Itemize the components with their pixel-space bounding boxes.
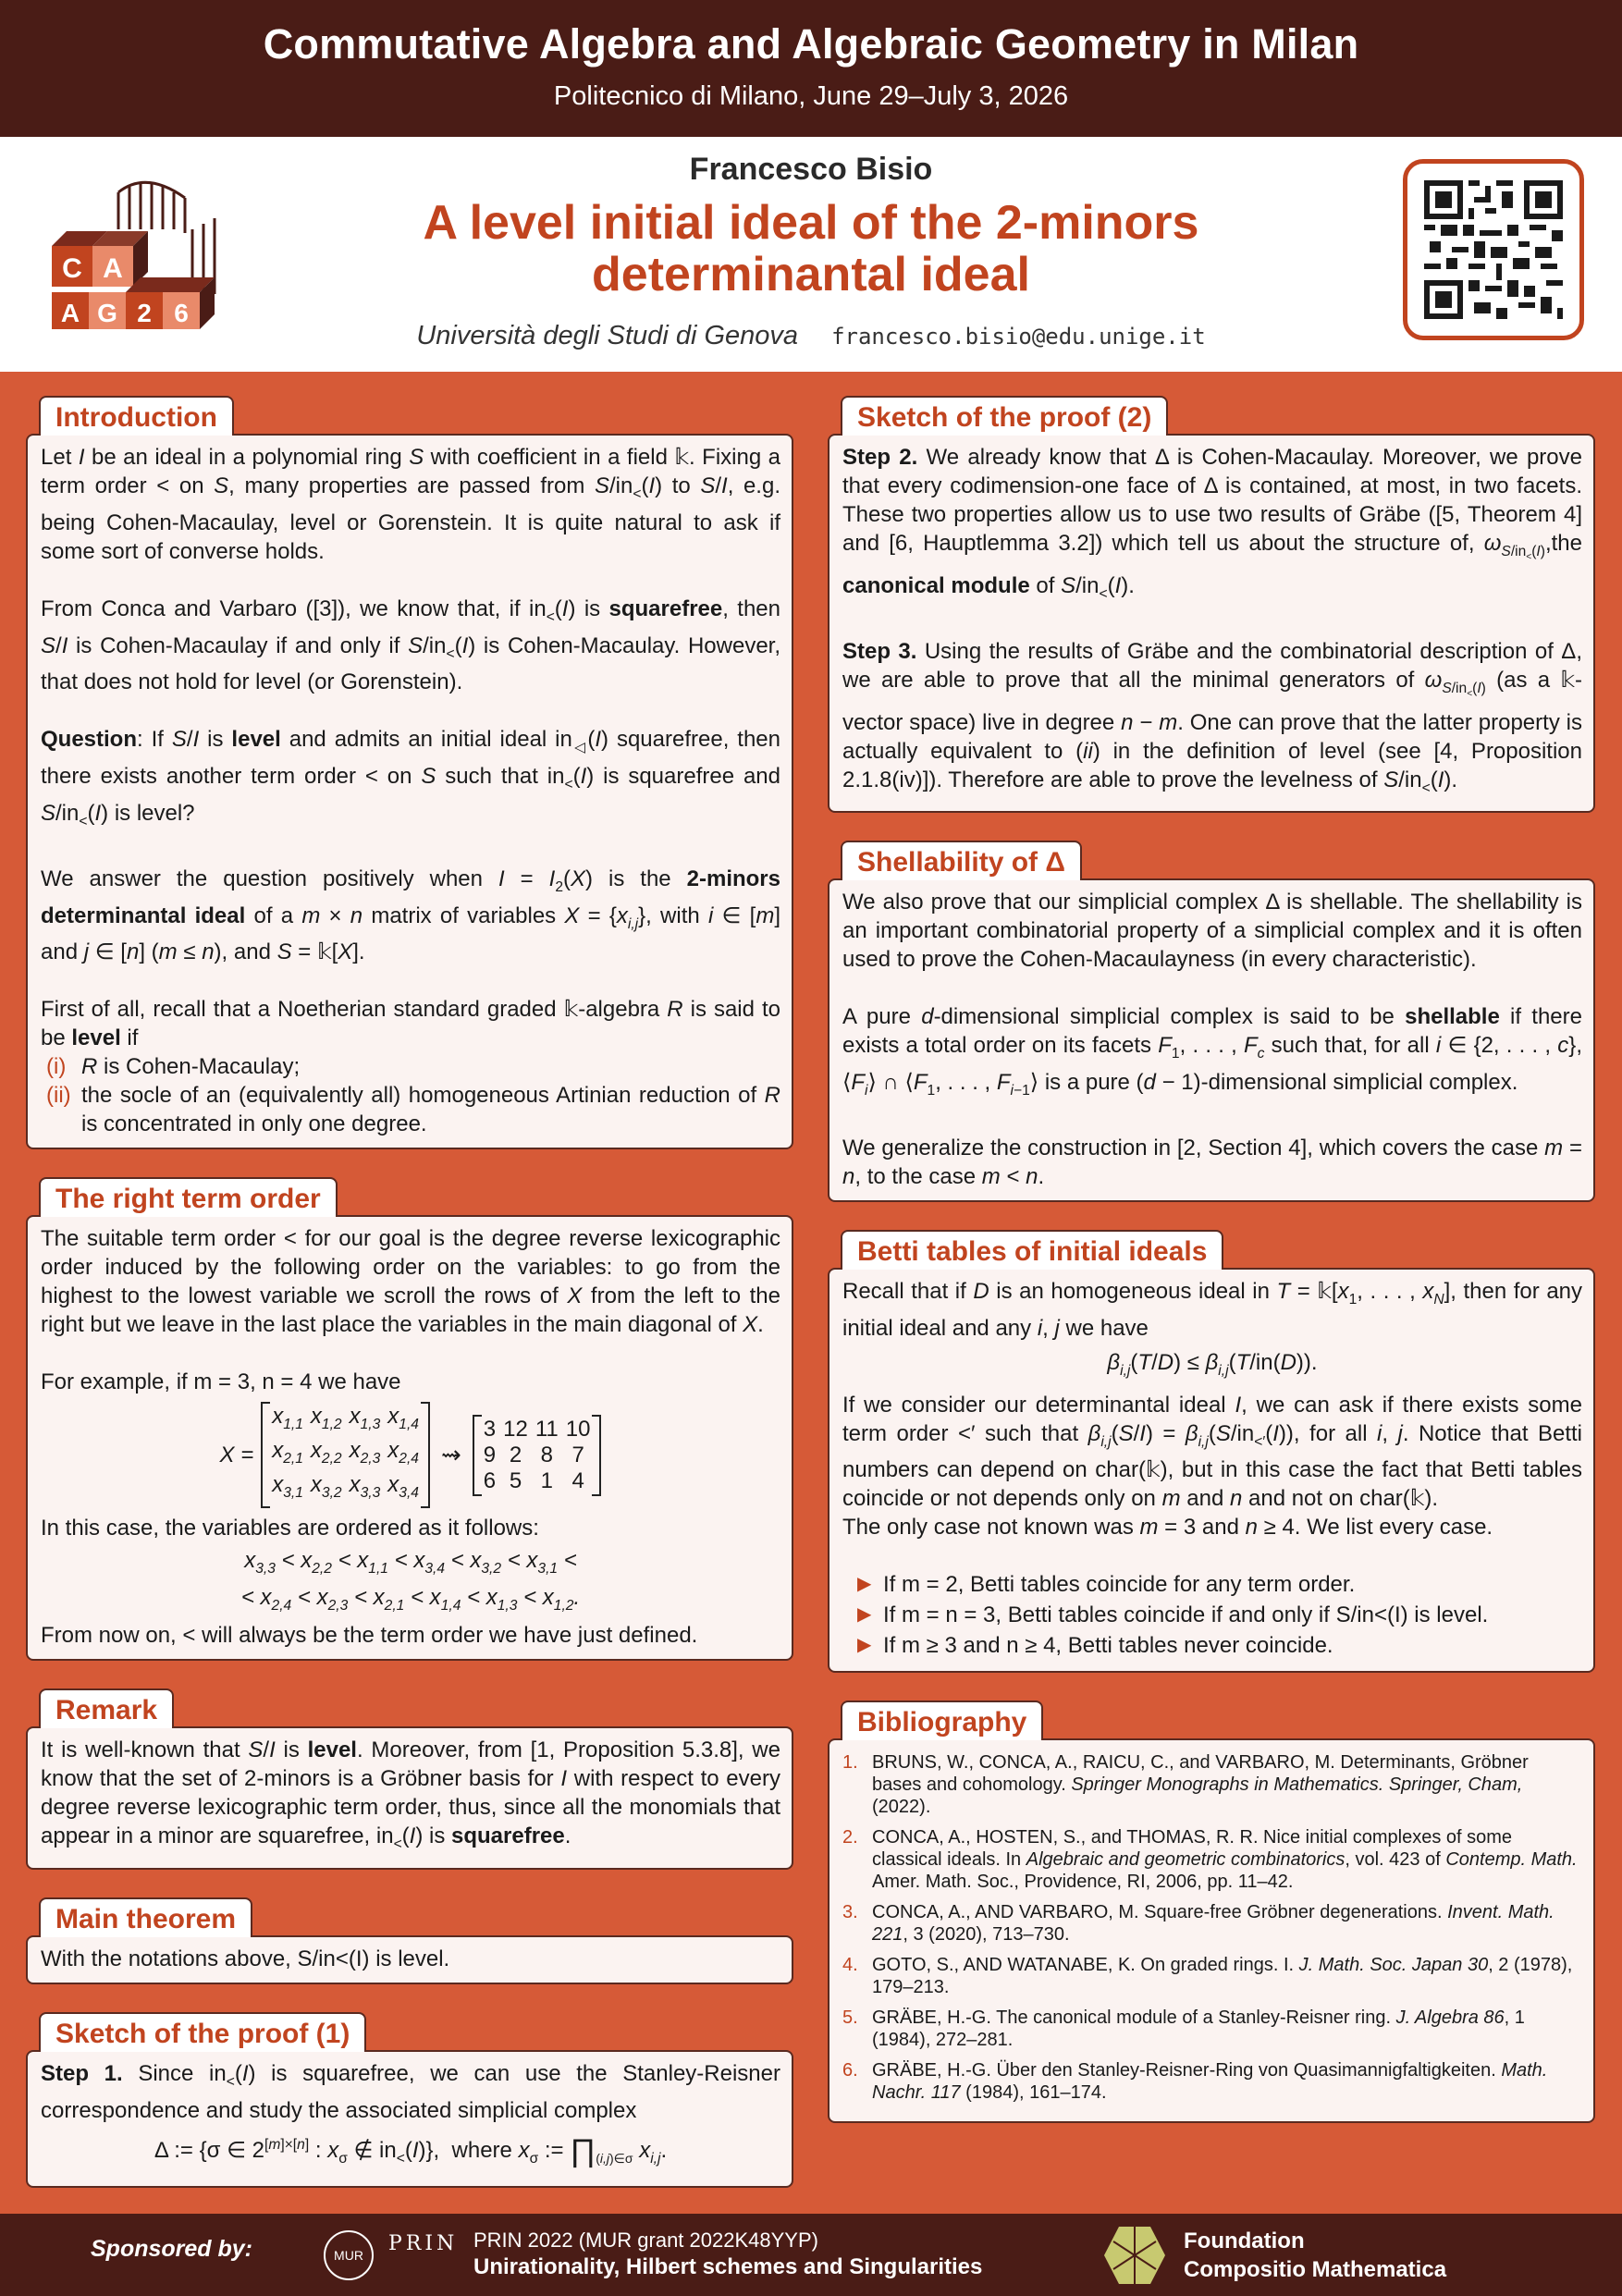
svg-text:6: 6 (174, 299, 189, 327)
section-title: Betti tables of initial ideals (841, 1230, 1223, 1270)
section-body: The suitable term order < for our goal is the degree reverse lexicographic order induced by the following order on the variables: to go from the highest to the lowest variable we scroll the rows of X from the left to the right but we leave in the last place the variables in the main diagonal of X. For example, if m = 3, n = 4 we have X = $x_{1,1}$ $x_{1,2}$ $x_{1,3}$ $x_{1,4}$ $x_{2,1}$ $x_{2,2}$ $x_{2,3}$ $x_{2,4}$ $x_{3,1}$ $x_{3,2}$ $x_{3,3}$ $x_{3,4}$ ⇝ 3 12 11 10 9 2 8 7 6 5 1 4 In this case, the variables are ordered as it follows: $x_{3,3} < x_{2,2} < x_{1,1} < x_{3,4} < x_{3,2} < x_{3,1}$ < < $x_{2,4} < x_{2,3} < x_{2,1} < x_{1,4} < x_{1,3} < x_{1,2}$. From now on, < will always be the term order we have just defined. (26, 1215, 793, 1661)
svg-text:A: A (103, 253, 123, 284)
list-item: ▶ If m = n = 3, Betti tables coincide if and only if S/in<(I) is level. (857, 1602, 1489, 1628)
squiggle-arrow-icon: ⇝ (440, 1441, 461, 1469)
svg-text:MUR: MUR (334, 2248, 363, 2263)
section-body: Step 1. Since $in_<(I)$ is squarefree, we can use the Stanley-Reisner correspondence and study the associated simplicial complex Δ := {σ ∈ 2[m]×[n] : $x_\sigma$ ∉ $in_<(I)$}, where $x_\sigma$ := $\prod_{(i,j)\in\sigma}$ $x_{i,j}$. (26, 2050, 793, 2188)
example-header: For example, if m = 3, n = 4 we have (41, 1369, 401, 1395)
section-title: Sketch of the proof (1) (39, 2012, 366, 2052)
right-column (828, 396, 1595, 2151)
section-sketch-1 (26, 2012, 793, 2188)
betti-cases (842, 1570, 1582, 1660)
foundation-name: Foundation Compositio Mathematica (1184, 2228, 1447, 2282)
bib-entry: 5. GRÄBE, H.-G. The canonical module of a Stanley-Reisner ring. J. Algebra 86, 1 (1984), 272–281. (842, 2007, 1525, 2051)
section-remark (26, 1688, 793, 1870)
poster-title: A level initial ideal of the 2-minors determinantal ideal (423, 196, 1199, 301)
compositio-logo-icon (1102, 2225, 1167, 2286)
section-body: We also prove that our simplicial complex Δ is shellable. The shellability is an important combinatorial property of a simplicial complex and it is often used to prove the Cohen-Macaulayness (in every characteristic). A pure d-dimensional simplicial complex is said to be shellable if there exists a total order on its facets $F_1$, . . . , $F_c$ such that, for all i ∈ {2, . . . , c}, $⟨F_i⟩$ ∩ $⟨F_1$, . . . , $F_{i-1}⟩$ is a pure (d − 1)-dimensional simplicial complex. We generalize the construction in [2, Section 4], which covers the case m = n, to the case m < n. (828, 878, 1595, 1202)
section-sketch-2 (828, 396, 1595, 813)
order-matrix: 3 12 11 10 9 2 8 7 6 5 1 4 (473, 1415, 602, 1496)
bib-entry: 3. CONCA, A., AND VARBARO, M. Square-free Gröbner degenerations. Invent. Math. 221, 3 (2020), 713–730. (842, 1902, 1554, 1946)
section-body: Let I be an ideal in a polynomial ring S with coefficient in a field 𝕜. Fixing a term order < on S, many properties are passed from $S/in_<(I)$ to S/I, e.g. being Cohen-Macaulay, level or Gorenstein. It is quite natural to ask if some sort of converse holds. From Conca and Varbaro ([3]), we know that, if $in_<(I)$ is squarefree, then S/I is Cohen-Macaulay if and only if $S/in_<(I)$ is Cohen-Macaulay. However, that does not hold for level (or Gorenstein). Question: If S/I is level and admits an initial ideal $in_◁(I)$ squarefree, then there exists another term order < on S such that $in_<(I)$ is squarefree and $S/in_<(I)$ is level? We answer the question positively when $I = I_2(X)$ is the 2-minors determinantal ideal of a m × n matrix of variables $X = \{x_{i,j}\}$, with i ∈ [m] and j ∈ [n] (m ≤ n), and S = 𝕜[X]. First of all, recall that a Noetherian standard graded 𝕜-algebra R is said to be level if (i) R is Cohen-Macaulay; (ii) the socle of an (equivalently all) homogeneous Artinian reduction of R is concentrated in only one degree. (26, 434, 793, 1149)
bib-entry: 6. GRÄBE, H.-G. Über den Stanley-Reisner-Ring von Quasimannigfaltigkeiten. Math. Nachr. 117 (1984), 161–174. (842, 2060, 1548, 2104)
affiliation (277, 321, 1345, 351)
section-title: Shellability of Δ (841, 841, 1082, 880)
svg-text:G: G (97, 299, 117, 327)
section-body: Recall that if D is an homogeneous ideal in $T = 𝕜[x_1$, . . . , $x_N$], then for any initial ideal and any i, j we have $\beta_{i,j}(T/D) \le \beta_{i,j}(T/in(D))$. If we consider our determinantal ideal I, we can ask if there exists some term order <′ such that $\beta_{i,j}(S/I) = \beta_{i,j}(S/in_{<'}(I))$, for all i, j. Notice that Betti numbers can depend on char(𝕜), but in this case the fact that Betti tables coincide or not depends only on m and n and not on char(𝕜). The only case not known was m = 3 and n ≥ 4. We list every case. ▶ If m = 2, Betti tables coincide for any term order. ▶ If m = n = 3, Betti tables coincide if and only if S/in<(I) is level. ▶ If m ≥ 3 and n ≥ 4, Betti tables never coincide. (828, 1268, 1595, 1673)
conference-title: Commutative Algebra and Algebraic Geometry in Milan (263, 20, 1359, 68)
left-column (26, 396, 793, 2216)
order-intro: In this case, the variables are ordered as it follows: (41, 1515, 539, 1541)
section-introduction (26, 396, 793, 1149)
section-title: The right term order (39, 1177, 338, 1217)
section-main-theorem (26, 1897, 793, 1984)
list-item: ▶ If m ≥ 3 and n ≥ 4, Betti tables never coincide. (857, 1633, 1333, 1659)
matrix-example: X = $x_{1,1}$ $x_{1,2}$ $x_{1,3}$ $x_{1,4}$ $x_{2,1}$ $x_{2,2}$ $x_{2,3}$ $x_{2,4}$ $x_{3,1}$ $x_{3,2}$ $x_{3,3}$ $x_{3,4}$ ⇝ 3 12 11 10 9 2 8 7 6 5 1 4 (41, 1402, 780, 1507)
svg-text:C: C (62, 253, 82, 284)
mur-logo-icon (322, 2228, 375, 2282)
prin-grant: PRIN 2022 (MUR grant 2022K48YYP) Unirationality, Hilbert schemes and Singularities (473, 2228, 983, 2279)
caag26-logo (44, 174, 229, 340)
conference-subtitle: Politecnico di Milano, June 29–July 3, 2026 (553, 81, 1069, 111)
variable-order: $x_{3,3} < x_{2,2} < x_{1,1} < x_{3,4} < x_{3,2} < x_{3,1}$ < (244, 1547, 577, 1577)
main-theorem-text: With the notations above, S/in<(I) is level. (41, 1946, 450, 1972)
sponsored-by-label: Sponsored by: (91, 2236, 253, 2262)
institution: Università degli Studi di Genova (416, 321, 799, 350)
bib-entry: 2. CONCA, A., HOSTEN, S., and THOMAS, R. R. Nice initial complexes of some classical ideals. In Algebraic and geometric combinatorics, vol. 423 of Contemp. Math. Amer. Math. Soc., Providence, RI, 2006, pp. 11–42. (842, 1827, 1578, 1893)
section-title: Bibliography (841, 1701, 1043, 1740)
section-title: Main theorem (39, 1897, 252, 1937)
author-name: Francesco Bisio (689, 152, 933, 187)
conference-banner (0, 0, 1622, 137)
sponsor-footer (0, 2214, 1622, 2296)
bib-entry: 4. GOTO, S., AND WATANABE, K. On graded rings. I. J. Math. Soc. Japan 30, 2 (1978), 179–213. (842, 1955, 1573, 1998)
section-title: Remark (39, 1688, 174, 1728)
section-body (828, 1738, 1595, 2123)
section-title: Introduction (39, 396, 234, 436)
section-right-term-order (26, 1177, 793, 1661)
section-title: Sketch of the proof (2) (841, 396, 1168, 436)
svg-text:2: 2 (137, 299, 152, 327)
section-body: It is well-known that S/I is level. Moreover, from [1, Proposition 5.3.8], we know that the set of 2-minors is a Gröbner basis for I with respect to every degree reverse lexicographic term order, thus, since all the monomials that appear in a minor are squarefree, $in_<(I)$ is squarefree. (26, 1726, 793, 1870)
poster-header (0, 137, 1622, 372)
section-betti (828, 1230, 1595, 1673)
section-body: Step 2. We already know that Δ is Cohen-Macaulay. Moreover, we prove that every codimension-one face of Δ is contained, at most, in two facets. These two properties allow us to use two results of Gräbe ([5, Theorem 4] and [6, Hauptlemma 3.2]) which tell us about the structure of, $\omega_{S/in_<(I)},the$ canonical module of $S/in_<(I)$. Step 3. Using the results of Gräbe and the combinatorial description of Δ, we are able to prove that all the minimal generators of $\omega_{S/in_<(I)}$ (as a 𝕜-vector space) live in degree n − m. One can prove that the latter property is actually equivalent to (ii) in the definition of level (see [4, Proposition 2.1.8(iv)]). Therefore are able to prove the levelness of $S/in_<(I)$. (828, 434, 1595, 813)
svg-text:A: A (60, 299, 80, 327)
bib-entry: 1. BRUNS, W., CONCA, A., RAICU, C., and VARBARO, M. Determinants, Gröbner bases and cohomology. Springer Monographs in Mathematics. Springer, Cham, (2022). (842, 1752, 1529, 1818)
prin-logo-icon: PRIN (388, 2232, 459, 2255)
section-bibliography (828, 1701, 1595, 2123)
variable-matrix: $x_{1,1}$ $x_{1,2}$ $x_{1,3}$ $x_{1,4}$ $x_{2,1}$ $x_{2,2}$ $x_{2,3}$ $x_{2,4}$ $x_{3,1}$ $x_{3,2}$ $x_{3,3}$ $x_{3,4}$ (261, 1402, 430, 1507)
qr-code-icon[interactable] (1403, 159, 1584, 340)
closing-line: From now on, < will always be the term order we have just defined. (41, 1623, 698, 1649)
section-body (26, 1935, 793, 1984)
author-email[interactable]: francesco.bisio@edu.unige.it (831, 324, 1206, 350)
list-item: ▶ If m = 2, Betti tables coincide for any term order. (857, 1572, 1356, 1598)
section-shellability (828, 841, 1595, 1202)
